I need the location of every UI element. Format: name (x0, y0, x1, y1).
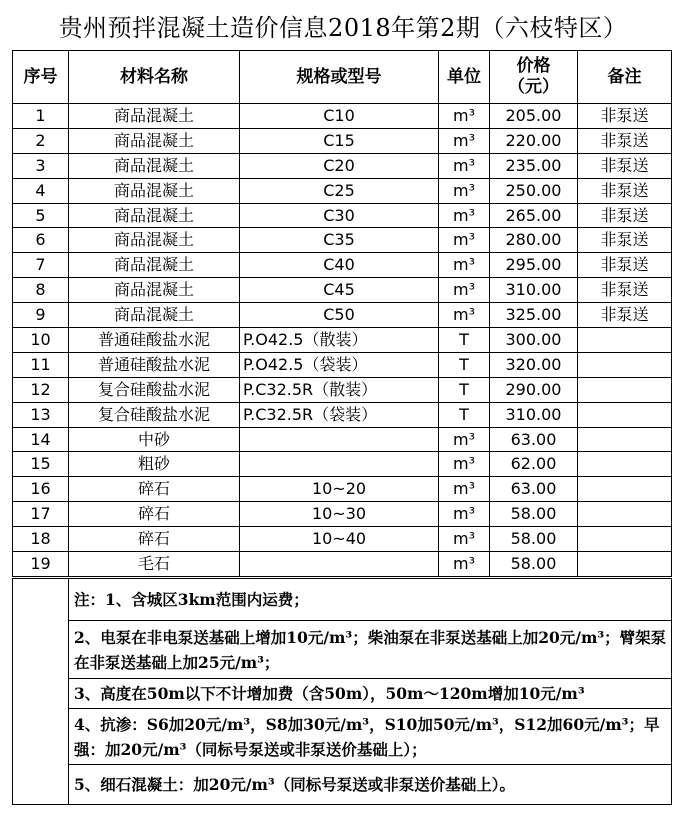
cell-note: 非泵送 (578, 104, 672, 129)
sheet-title: 贵州预拌混凝土造价信息2018年第2期（六枝特区） (58, 13, 628, 42)
note-2: 2、电泵在非电泵送基础上增加10元/m³；柴油泵在非泵送基础上加20元/m³；臂架泵在非泵送基础上加25元/m³； (69, 621, 672, 679)
header-price-line2: （元） (508, 77, 559, 97)
cell-material-name: 商品混凝土 (69, 178, 240, 203)
cell-unit: T (439, 377, 490, 402)
cell-unit: m³ (439, 203, 490, 228)
cell-price: 290.00 (490, 377, 578, 402)
cell-index: 18 (13, 527, 69, 552)
cell-spec: C50 (240, 303, 439, 328)
cell-material-name: 商品混凝土 (69, 278, 240, 303)
cell-index: 2 (13, 128, 69, 153)
header-name: 材料名称 (69, 51, 240, 104)
cell-price: 295.00 (490, 253, 578, 278)
cell-index: 7 (13, 253, 69, 278)
note-row (13, 765, 672, 805)
cell-spec: C35 (240, 228, 439, 253)
table-row (13, 203, 672, 228)
cell-note: 非泵送 (578, 228, 672, 253)
cell-index: 5 (13, 203, 69, 228)
cell-index: 9 (13, 303, 69, 328)
note-1: 注：1、含城区3km范围内运费； (69, 579, 672, 621)
table-row (13, 303, 672, 328)
cell-material-name: 普通硅酸盐水泥 (69, 352, 240, 377)
cell-material-name: 碎石 (69, 477, 240, 502)
cell-spec: 10~40 (240, 527, 439, 552)
cell-price: 58.00 (490, 502, 578, 527)
cell-material-name: 商品混凝土 (69, 228, 240, 253)
cell-spec: P.O42.5（袋装） (240, 352, 439, 377)
cell-material-name: 复合硅酸盐水泥 (69, 402, 240, 427)
header-note: 备注 (578, 51, 672, 104)
cell-unit: T (439, 402, 490, 427)
cell-spec: C30 (240, 203, 439, 228)
cell-note (578, 527, 672, 552)
cell-index: 16 (13, 477, 69, 502)
table-body (13, 104, 672, 577)
cell-price: 310.00 (490, 278, 578, 303)
cell-note: 非泵送 (578, 178, 672, 203)
cell-price: 220.00 (490, 128, 578, 153)
cell-material-name: 商品混凝土 (69, 104, 240, 129)
cell-spec: C15 (240, 128, 439, 153)
cell-unit: m³ (439, 427, 490, 452)
cell-price: 265.00 (490, 203, 578, 228)
cell-index: 1 (13, 104, 69, 129)
cell-price: 205.00 (490, 104, 578, 129)
header-price (490, 51, 578, 104)
cell-price: 58.00 (490, 552, 578, 577)
cell-spec: 10~30 (240, 502, 439, 527)
cell-spec: C40 (240, 253, 439, 278)
cell-unit: m³ (439, 303, 490, 328)
cell-price: 320.00 (490, 352, 578, 377)
cell-material-name: 商品混凝土 (69, 203, 240, 228)
cell-index: 11 (13, 352, 69, 377)
cell-material-name: 复合硅酸盐水泥 (69, 377, 240, 402)
cell-spec: C20 (240, 153, 439, 178)
note-3: 3、高度在50m以下不计增加费（含50m），50m～120m增加10元/m³ (69, 679, 672, 709)
cell-index: 6 (13, 228, 69, 253)
cell-price: 325.00 (490, 303, 578, 328)
table-row (13, 228, 672, 253)
table-row (13, 253, 672, 278)
cell-note (578, 552, 672, 577)
cell-note (578, 502, 672, 527)
cell-price: 63.00 (490, 477, 578, 502)
note-row (13, 621, 672, 679)
cell-index: 8 (13, 278, 69, 303)
cell-price: 58.00 (490, 527, 578, 552)
cell-material-name: 商品混凝土 (69, 303, 240, 328)
cell-spec: C25 (240, 178, 439, 203)
cell-price: 300.00 (490, 328, 578, 353)
cell-note: 非泵送 (578, 203, 672, 228)
table-row (13, 153, 672, 178)
cell-unit: m³ (439, 253, 490, 278)
cell-spec: 10~20 (240, 477, 439, 502)
cell-material-name: 商品混凝土 (69, 128, 240, 153)
cell-index: 13 (13, 402, 69, 427)
cell-note (578, 352, 672, 377)
note-row (13, 579, 672, 621)
header-spec: 规格或型号 (240, 51, 439, 104)
cell-note (578, 477, 672, 502)
cell-spec: C10 (240, 104, 439, 129)
cell-unit: m³ (439, 477, 490, 502)
cell-price: 62.00 (490, 452, 578, 477)
cell-unit: T (439, 328, 490, 353)
header-unit: 单位 (439, 51, 490, 104)
cell-index: 14 (13, 427, 69, 452)
table-row (13, 328, 672, 353)
note-row (13, 709, 672, 765)
notes-table (12, 578, 672, 805)
cell-note (578, 402, 672, 427)
table-row (13, 128, 672, 153)
note-4: 4、抗渗：S6加20元/m³，S8加30元/m³，S10加50元/m³，S12加60元/m³；早强：加20元/m³（同标号泵送或非泵送价基础上）； (69, 709, 672, 765)
table-row (13, 178, 672, 203)
cell-unit: m³ (439, 502, 490, 527)
cell-index: 10 (13, 328, 69, 353)
table-row (13, 377, 672, 402)
cell-unit: m³ (439, 278, 490, 303)
cell-price: 235.00 (490, 153, 578, 178)
cell-price: 250.00 (490, 178, 578, 203)
cell-material-name: 粗砂 (69, 452, 240, 477)
cell-index: 19 (13, 552, 69, 577)
cell-spec (240, 552, 439, 577)
cell-spec: P.O42.5（散装） (240, 328, 439, 353)
cell-index: 12 (13, 377, 69, 402)
cell-material-name: 碎石 (69, 527, 240, 552)
cell-unit: m³ (439, 153, 490, 178)
note-row (13, 679, 672, 709)
cell-note (578, 328, 672, 353)
table-row (13, 427, 672, 452)
table-row (13, 552, 672, 577)
cell-note: 非泵送 (578, 128, 672, 153)
cell-index: 17 (13, 502, 69, 527)
note-5: 5、细石混凝土：加20元/m³（同标号泵送或非泵送价基础上）。 (69, 765, 672, 805)
cell-unit: m³ (439, 452, 490, 477)
cell-note (578, 452, 672, 477)
cell-material-name: 碎石 (69, 502, 240, 527)
cell-spec: C45 (240, 278, 439, 303)
cell-unit: T (439, 352, 490, 377)
cell-spec: P.C32.5R（袋装） (240, 402, 439, 427)
table-row (13, 278, 672, 303)
header-row (13, 51, 672, 104)
cell-index: 3 (13, 153, 69, 178)
cell-material-name: 毛石 (69, 552, 240, 577)
cell-material-name: 商品混凝土 (69, 253, 240, 278)
cell-unit: m³ (439, 128, 490, 153)
cell-unit: m³ (439, 104, 490, 129)
cell-unit: m³ (439, 527, 490, 552)
price-table (12, 50, 672, 577)
notes-blank-cell (13, 579, 69, 805)
cell-spec (240, 427, 439, 452)
table-row (13, 502, 672, 527)
cell-unit: m³ (439, 178, 490, 203)
cell-note (578, 377, 672, 402)
table-row (13, 104, 672, 129)
cell-index: 4 (13, 178, 69, 203)
cell-price: 63.00 (490, 427, 578, 452)
cell-index: 15 (13, 452, 69, 477)
cell-note: 非泵送 (578, 253, 672, 278)
table-row (13, 452, 672, 477)
table-row (13, 527, 672, 552)
cell-unit: m³ (439, 552, 490, 577)
cell-note: 非泵送 (578, 153, 672, 178)
table-row (13, 352, 672, 377)
cell-spec (240, 452, 439, 477)
table-row (13, 402, 672, 427)
header-price-line1: 价格 (516, 56, 551, 76)
cell-unit: m³ (439, 228, 490, 253)
cell-note: 非泵送 (578, 303, 672, 328)
cell-note: 非泵送 (578, 278, 672, 303)
cell-note (578, 427, 672, 452)
cell-material-name: 中砂 (69, 427, 240, 452)
cell-price: 310.00 (490, 402, 578, 427)
header-index: 序号 (13, 51, 69, 104)
cell-price: 280.00 (490, 228, 578, 253)
table-row (13, 477, 672, 502)
cell-material-name: 商品混凝土 (69, 153, 240, 178)
cell-material-name: 普通硅酸盐水泥 (69, 328, 240, 353)
cell-spec: P.C32.5R（散装） (240, 377, 439, 402)
